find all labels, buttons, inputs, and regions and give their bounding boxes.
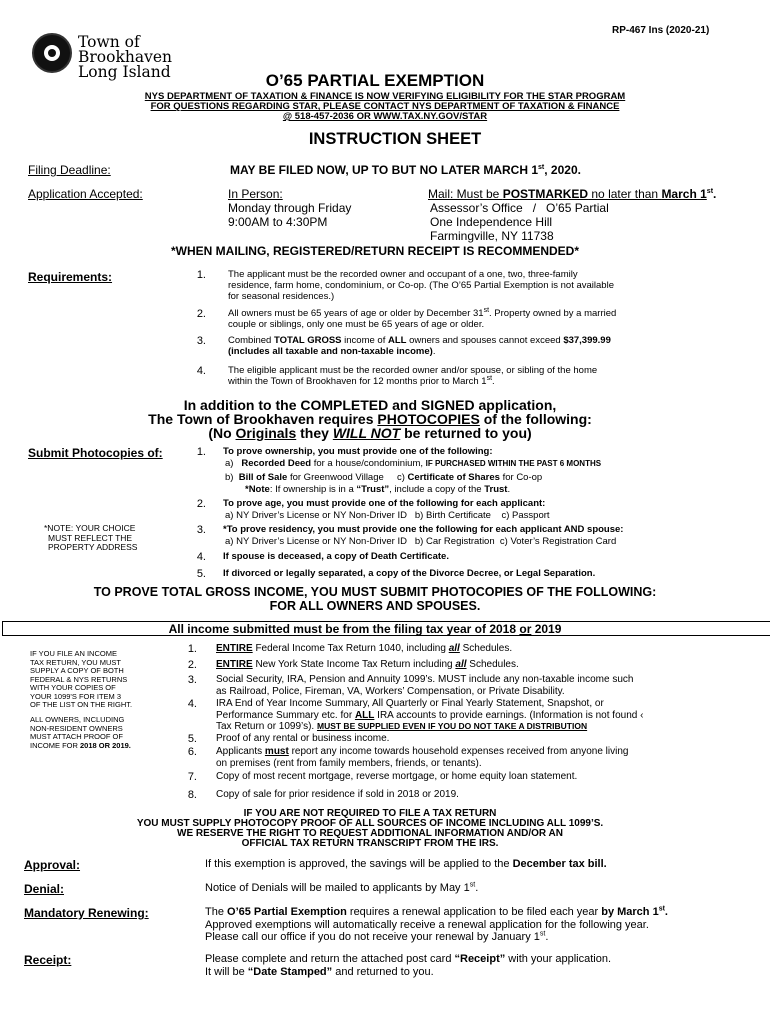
req-item-4: The eligible applicant must be the recorded owner and/or spouse, or sibling of the home within the Town of Brookhaven for 12 months prior to March 1st. xyxy=(228,365,598,387)
submit-item-4: If spouse is deceased, a copy of Death Certificate. xyxy=(223,551,449,562)
town-seal-icon xyxy=(32,33,72,73)
submit-item-1: To prove ownership, you must provide one of the following: a) Recorded Deed for a house/condominium, IF PURCHASED WITHIN THE PAST 6 MONTHS b) Bill of Sale for Greenwood Village c) Certificate of Shares for Co-op *Note: If ownership is in a “Trust”, include a copy of the Trust. xyxy=(223,446,602,495)
submit-num-5: 5. xyxy=(196,568,206,580)
photocopies-heading-3: (No Originals they WILL NOT be returned to you) xyxy=(208,425,532,441)
page-title: O’65 PARTIAL EXEMPTION xyxy=(265,71,485,90)
approval-label: Approval: xyxy=(24,858,81,872)
mail-deadline: Mail: Must be POSTMARKED no later than March 1st. xyxy=(428,187,717,201)
residency-note: *NOTE: YOUR CHOICE MUST REFLECT THE PROPERTY ADDRESS xyxy=(44,523,138,552)
requirements-label: Requirements: xyxy=(28,270,113,284)
mail-street: One Independence Hill xyxy=(430,215,553,229)
mailing-note: *WHEN MAILING, REGISTERED/RETURN RECEIPT IS RECOMMENDED* xyxy=(170,244,580,258)
income-sidenote-2: ALL OWNERS, INCLUDING NON-RESIDENT OWNERS MUST ATTACH PROOF OF INCOME FOR 2018 OR 2019. xyxy=(30,715,131,750)
req-item-1: The applicant must be the recorded owner and occupant of a one, two, three-family residence, farm home, condominium, or Co-op. (The O’65 Partial Exemption is not available for seasonal residences.) xyxy=(228,269,614,302)
income-item-8: Copy of sale for prior residence if sold in 2018 or 2019. xyxy=(216,789,459,800)
photocopies-heading-2: The Town of Brookhaven requires PHOTOCOPIES of the following: xyxy=(148,411,592,427)
income-heading-2: FOR ALL OWNERS AND SPOUSES. xyxy=(269,599,481,613)
denial-label: Denial: xyxy=(24,882,65,896)
submit-num-2: 2. xyxy=(196,498,206,510)
filing-deadline-label: Filing Deadline: xyxy=(28,163,111,177)
income-num-3: 3. xyxy=(187,674,197,686)
income-item-2: ENTIRE New York State Income Tax Return including all Schedules. xyxy=(216,659,519,670)
submit-num-3: 3. xyxy=(196,524,206,536)
logo-line-1: Town of xyxy=(78,33,140,51)
income-item-3: Social Security, IRA, Pension and Annuity 1099’s. MUST include any non-taxable income such as Railroad, Police, Fireman, VA, Workers’ Compensation, or Private Disability. xyxy=(216,674,634,697)
submit-num-1: 1. xyxy=(196,446,206,458)
application-accepted-label: Application Accepted: xyxy=(28,187,143,201)
submit-item-5: If divorced or legally separated, a copy of the Divorce Decree, or Legal Separation. xyxy=(223,568,596,579)
req-item-2: All owners must be 65 years of age or older by December 31st. Property owned by a married couple or siblings, only one must be 65 years of age or older. xyxy=(228,306,617,330)
form-id: RP-467 Ins (2020-21) xyxy=(612,25,710,36)
in-person-days: Monday through Friday xyxy=(228,201,352,215)
submit-num-4: 4. xyxy=(196,551,206,563)
logo-line-3: Long Island xyxy=(78,63,171,81)
no-tax-line-1: IF YOU ARE NOT REQUIRED TO FILE A TAX RETURN xyxy=(243,808,497,819)
submit-photocopies-label: Submit Photocopies of: xyxy=(28,446,163,460)
no-tax-line-3: WE RESERVE THE RIGHT TO REQUEST ADDITIONAL INFORMATION AND/OR AN xyxy=(177,828,563,839)
no-tax-line-4: OFFICIAL TAX RETURN TRANSCRIPT FROM THE IRS. xyxy=(241,838,499,849)
income-item-5: Proof of any rental or business income. xyxy=(216,733,390,744)
submit-item-2: To prove age, you must provide one of the following for each applicant: a) NY Driver’s License or NY Non-Driver ID b) Birth Certificate c) Passport xyxy=(223,498,550,521)
logo-line-2: Brookhaven xyxy=(78,48,172,66)
req-num-4: 4. xyxy=(196,365,206,377)
income-num-5: 5. xyxy=(187,733,197,745)
in-person-title: In Person: xyxy=(228,187,283,201)
filing-deadline-text: MAY BE FILED NOW, UP TO BUT NO LATER MARCH 1st, 2020. xyxy=(230,163,581,177)
req-item-3: Combined TOTAL GROSS income of ALL owners and spouses cannot exceed $37,399.99 (includes all taxable and non-taxable income). xyxy=(228,335,611,357)
req-num-2: 2. xyxy=(196,308,206,320)
notice-line-3: @ 518-457-2036 OR WWW.TAX.NY.GOV/STAR xyxy=(282,111,488,122)
no-tax-line-2: YOU MUST SUPPLY PHOTOCOPY PROOF OF ALL SOURCES OF INCOME INCLUDING ALL 1099’S. xyxy=(136,818,604,829)
notice-line-2: FOR QUESTIONS REGARDING STAR, PLEASE CONTACT NYS DEPARTMENT OF TAXATION & FINANCE xyxy=(150,101,620,112)
income-num-8: 8. xyxy=(187,789,197,801)
mail-city: Farmingville, NY 11738 xyxy=(430,229,554,243)
receipt-text: Please complete and return the attached post card “Receipt” with your application. It will be “Date Stamped” and returned to you. xyxy=(205,953,612,978)
income-year-text: All income submitted must be from the filing tax year of 2018 or 2019 xyxy=(168,622,562,636)
req-num-1: 1. xyxy=(196,269,206,281)
submit-item-3: *To prove residency, you must provide one the following for each applicant AND spouse: a) NY Driver’s License or NY Non-Driver ID b) Car Registration c) Voter’s Registration Card xyxy=(223,524,624,547)
income-num-1: 1. xyxy=(187,643,197,655)
photocopies-heading-1: In addition to the COMPLETED and SIGNED application, xyxy=(183,397,557,413)
renewing-text: The O’65 Partial Exemption requires a renewal application to be filed each year by March 1st. Approved exemptions will automatically receive a renewal application for the following year. Please call our office if you do not receive your renewal by January 1st. xyxy=(205,905,668,943)
income-sidenote-1: IF YOU FILE AN INCOME TAX RETURN, YOU MUST SUPPLY A COPY OF BOTH FEDERAL & NYS RETURNS WITH YOUR COPIES OF YOUR 1099'S FOR ITEM 3 OF THE LIST ON THE RIGHT. xyxy=(30,649,133,709)
income-item-1: ENTIRE Federal Income Tax Return 1040, including all Schedules. xyxy=(216,643,513,654)
renewing-label: Mandatory Renewing: xyxy=(24,906,149,920)
approval-text: If this exemption is approved, the savings will be applied to the December tax bill. xyxy=(205,858,607,870)
income-item-7: Copy of most recent mortgage, reverse mortgage, or home equity loan statement. xyxy=(216,771,578,782)
income-num-6: 6. xyxy=(187,746,197,758)
income-num-4: 4. xyxy=(187,698,197,710)
subtitle: INSTRUCTION SHEET xyxy=(308,130,482,148)
income-item-6: Applicants must report any income towards household expenses received from anyone living on premises (rent from family members, friends, or tenants). xyxy=(216,746,629,769)
req-num-3: 3. xyxy=(196,335,206,347)
notice-line-1: NYS DEPARTMENT OF TAXATION & FINANCE IS NOW VERIFYING ELIGIBILITY FOR THE STAR PROGRAM xyxy=(144,91,626,102)
mail-office: Assessor’s Office / O’65 Partial xyxy=(430,201,609,215)
denial-text: Notice of Denials will be mailed to applicants by May 1st. xyxy=(205,881,479,894)
receipt-label: Receipt: xyxy=(24,953,72,967)
income-num-2: 2. xyxy=(187,659,197,671)
income-item-4: IRA End of Year Income Summary, All Quarterly or Final Yearly Statement, Snapshot, or Performance Summary etc. for ALL IRA accounts to provide earnings. (Information is not found ‹ Tax Return or 1099’s). MUST BE SUPPLIED EVEN IF YOU DO NOT TAKE A DISTRIBUTION xyxy=(216,698,644,732)
income-heading-1: TO PROVE TOTAL GROSS INCOME, YOU MUST SUBMIT PHOTOCOPIES OF THE FOLLOWING: xyxy=(93,585,657,599)
in-person-hours: 9:00AM to 4:30PM xyxy=(228,215,328,229)
income-num-7: 7. xyxy=(187,771,197,783)
